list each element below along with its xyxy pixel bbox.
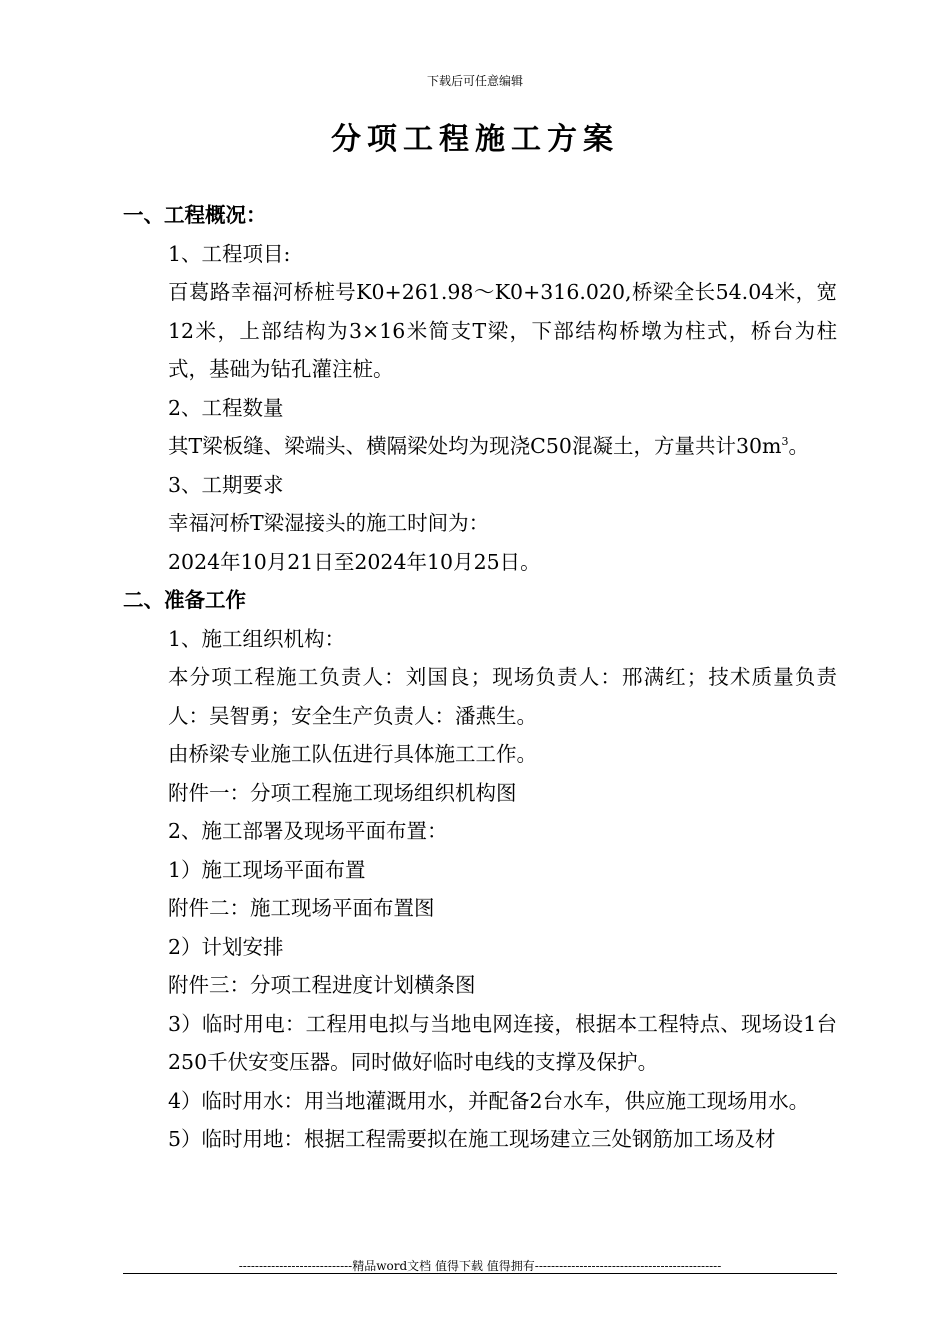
header-note: 下载后可任意编辑 [426,74,523,88]
subheading-project: 1、工程项目: [168,241,291,266]
subheading-schedule: 3、工期要求 [168,472,284,497]
paragraph-project: 百葛路幸福河桥桩号K0+261.98～K0+316.020,桥梁全长54.04米，宽12米，上部结构为3×16米简支T梁，下部结构桥墩为柱式，桥台为柱式，基础为钻孔灌注桩。 [168,280,837,381]
paragraph-attachment-2: 附件二：施工现场平面布置图 [168,896,435,920]
paragraph-attachment-3: 附件三：分项工程进度计划横条图 [168,973,476,997]
paragraph-schedule-1: 幸福河桥T梁湿接头的施工时间为： [168,511,490,535]
paragraph-schedule-2: 2024年10月21日至2024年10月25日。 [168,549,541,574]
subheading-deployment: 2、施工部署及现场平面布置： [168,819,448,843]
list-item-plan: 2）计划安排 [168,934,284,959]
paragraph-organization-2: 由桥梁专业施工队伍进行具体施工工作。 [168,742,537,766]
list-item-land: 5）临时用地：根据工程需要拟在施工现场建立三处钢筋加工场及材 [168,1127,776,1151]
list-item-layout: 1）施工现场平面布置 [168,857,366,882]
section-heading-overview: 一、工程概况： [123,203,267,227]
quantity-text: 其T梁板缝、梁端头、横隔梁处均为现浇C50混凝土，方量共计30m [168,434,782,458]
superscript-3: 3 [781,435,789,449]
list-item-water: 4）临时用水：用当地灌溉用水，并配备2台水车，供应施工现场用水。 [168,1088,810,1113]
paragraph-attachment-1: 附件一：分项工程施工现场组织机构图 [168,780,517,805]
paragraph-organization-1: 本分项工程施工负责人：刘国良；现场负责人：邢满红；技术质量负责人：吴智勇；安全生产负责人：潘燕生。 [168,665,837,728]
document-body [123,196,837,1159]
list-item-power: 3）临时用电：工程用电拟与当地电网连接，根据本工程特点、现场设1台250千伏安变压器。同时做好临时电线的支撑及保护。 [168,1011,837,1074]
subheading-quantity: 2、工程数量 [168,395,284,420]
paragraph-quantity [123,427,837,466]
quantity-end: 。 [788,434,809,458]
footer-divider [123,1273,837,1274]
page-title: 分项工程施工方案 [331,122,619,157]
footer-note: ----------------------------精品word文档 值得下载 值得拥有---------------------------------------------- [238,1259,722,1273]
subheading-organization: 1、施工组织机构： [168,626,346,651]
section-heading-preparation: 二、准备工作 [123,588,246,612]
